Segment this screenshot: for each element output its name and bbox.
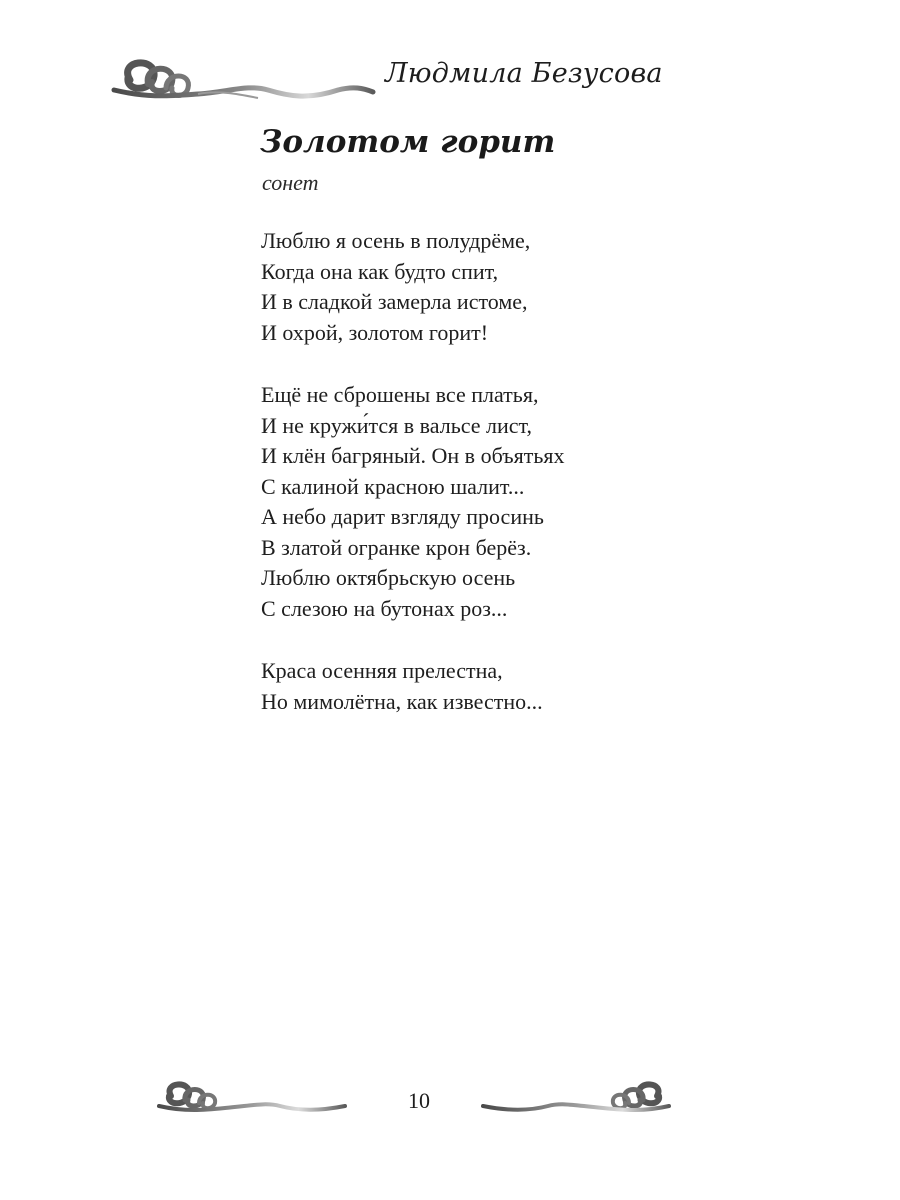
stanza	[261, 226, 821, 348]
poem-subtitle: сонет	[262, 170, 319, 195]
stanza	[261, 656, 821, 717]
poem-line: И охрой, золотом горит!	[261, 319, 489, 345]
poem-line: Но мимолётна, как известно...	[261, 688, 543, 714]
poem-line: Люблю октябрьскую осень	[261, 565, 516, 590]
poem-title: Золотом горит	[260, 124, 556, 160]
poem-line: Люблю я осень в полудрёме,	[261, 228, 531, 253]
stanza	[261, 380, 821, 624]
poem-line: И в сладкой замерла истоме,	[261, 289, 528, 314]
poem-line: И клён багряный. Он в объятьях	[261, 443, 565, 468]
ribbon-ornament-icon	[478, 1076, 673, 1126]
poem-body	[261, 226, 821, 749]
poem-line: Ещё не сброшены все платья,	[261, 382, 539, 407]
poem-line: С калиной красною шалит...	[261, 473, 525, 499]
page-number: 10	[408, 1088, 430, 1113]
poem-line: С слезою на бутонах роз...	[261, 595, 508, 621]
poem-line: В златой огранке крон берёз.	[261, 534, 532, 560]
ribbon-ornament-icon	[108, 50, 378, 120]
poem-line: А небо дарит взгляду просинь	[261, 504, 544, 529]
poem-line: Краса осенняя прелестна,	[261, 658, 503, 683]
poem-line: И не кружи́тся в вальсе лист,	[261, 412, 533, 438]
author-name: Людмила Безусова	[385, 58, 663, 89]
poem-line: Когда она как будто спит,	[261, 258, 499, 284]
